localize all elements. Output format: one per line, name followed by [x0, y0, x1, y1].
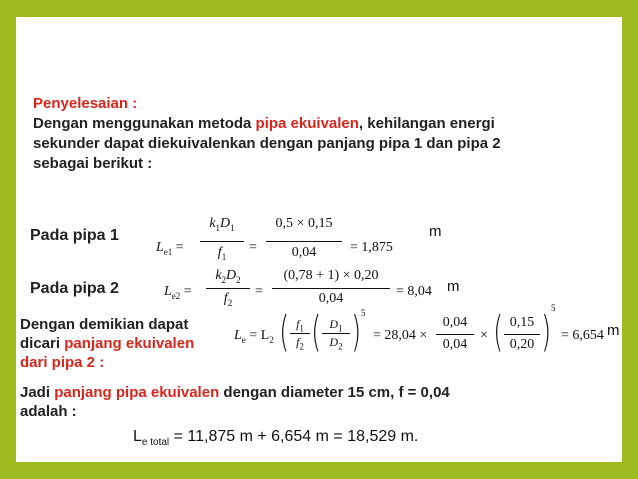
- conclusion-highlight: panjang pipa ekuivalen: [54, 384, 220, 401]
- pipe2-result: = 8,04: [396, 284, 432, 299]
- pipe1-sym-num: $k_1D_1$: [209, 216, 235, 233]
- d-ratio-num: $D_1$: [329, 317, 343, 334]
- exp-2: 5: [551, 303, 556, 313]
- pipe1-bar: [266, 241, 342, 242]
- f-ratio-num: $f_1$: [296, 317, 304, 334]
- pipe2-den: 0,04: [318, 291, 344, 306]
- pipe2-sym-num: $k_2D_2$: [215, 268, 241, 285]
- pipe1-lhs: $L_{e1}$ =: [156, 240, 184, 257]
- intro-text-end: , kehilangan energi: [358, 115, 495, 132]
- pipe2-eq: =: [255, 284, 263, 299]
- paren-open-1: (: [279, 307, 290, 356]
- combined-result: = 6,654: [561, 328, 604, 343]
- pipe1-result: = 1,875: [350, 240, 393, 255]
- intro-highlight: pipa ekuivalen: [255, 115, 359, 132]
- conclusion-line-2: adalah :: [20, 403, 77, 420]
- f-ratio-den: $f_2$: [296, 335, 304, 352]
- combined-line-2: [20, 334, 194, 354]
- pipe1-sym-den: $f_1$: [217, 245, 227, 262]
- combined-line-3: dari pipa 2 :: [20, 354, 105, 371]
- paren-open-2: (: [311, 307, 322, 356]
- intro-text: Dengan menggunakan metoda: [33, 115, 256, 132]
- intro-line-2: sekunder dapat diekuivalenkan dengan panjang pipa 1 dan pipa 2: [33, 135, 501, 152]
- intro-line-3: sebagai berikut :: [33, 155, 153, 172]
- frac-a-num: 0,04: [442, 315, 468, 330]
- pipe2-label: Pada pipa 2: [30, 280, 119, 297]
- frac-b-bar: [504, 334, 540, 335]
- heading: Penyelesaian :: [33, 95, 138, 112]
- f-ratio-bar: [290, 333, 310, 334]
- frac-a-bar: [436, 334, 474, 335]
- pipe2-sym-bar: [206, 288, 250, 289]
- pipe1-den: 0,04: [291, 245, 317, 260]
- pipe2-unit: m: [447, 278, 460, 295]
- combined-highlight: panjang ekuivalen: [64, 335, 195, 352]
- pipe2-num: (0,78 + 1) × 0,20: [283, 268, 379, 283]
- pipe1-eq: =: [249, 240, 257, 255]
- d-ratio-bar: [322, 333, 350, 334]
- combined-unit: m: [607, 322, 620, 339]
- paren-open-3: (: [493, 307, 504, 356]
- conclusion-text-end: dengan diameter 15 cm, f = 0,04: [219, 384, 450, 401]
- paren-close-2: ): [351, 307, 362, 356]
- total-subscript: e total: [141, 437, 170, 449]
- total-symbol: L: [133, 428, 142, 445]
- d-ratio-den: $D_2$: [329, 335, 343, 352]
- frac-b-den: 0,20: [509, 337, 535, 352]
- exp-1: 5: [361, 308, 366, 318]
- pipe1-unit: m: [429, 223, 442, 240]
- combined-lhs: $L_e = L_2$: [234, 328, 274, 345]
- combined-text: dicari: [20, 335, 65, 352]
- total-expression: = 11,875 m + 6,654 m = 18,529 m.: [173, 428, 419, 445]
- frac-a-den: 0,04: [442, 337, 468, 352]
- combined-line-1: Dengan demikian dapat: [20, 316, 189, 333]
- conclusion-line-1: [20, 383, 450, 403]
- slide: [16, 17, 622, 462]
- pipe1-num: 0,5 × 0,15: [275, 216, 333, 231]
- frac-b-num: 0,15: [509, 315, 535, 330]
- intro-line-1: [33, 114, 495, 134]
- pipe2-sym-den: $f_2$: [223, 291, 233, 308]
- combined-times: ×: [480, 328, 488, 343]
- pipe1-label: Pada pipa 1: [30, 227, 119, 244]
- total-equation: [133, 428, 418, 448]
- conclusion-text: Jadi: [20, 384, 55, 401]
- pipe2-lhs: $L_{e2}$ =: [164, 284, 192, 301]
- combined-eq2: = 28,04 ×: [373, 328, 428, 343]
- pipe1-sym-bar: [200, 241, 244, 242]
- pipe2-bar: [272, 288, 390, 289]
- paren-close-3: ): [541, 307, 552, 356]
